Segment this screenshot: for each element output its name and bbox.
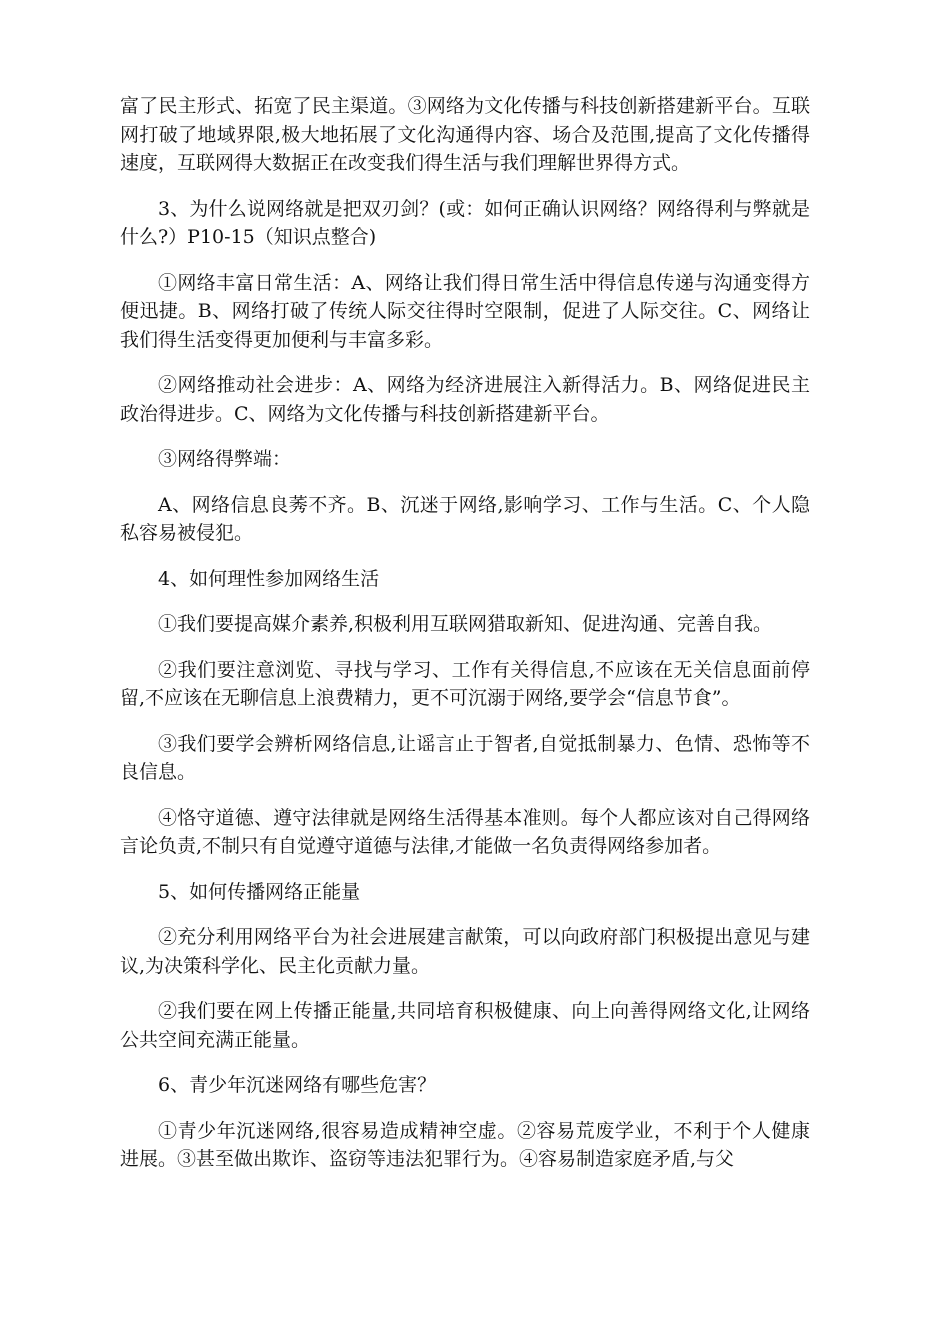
paragraph-network-drawbacks-heading: ③网络得弊端： (158, 448, 292, 470)
paragraph-network-promotes-progress: ②网络推动社会进步：A、网络为经济进展注入新得活力。B、网络促进民主政治得进步。C、网络为文化传播与科技创新搭建新平台。 (120, 374, 810, 425)
paragraph-discern-information: ③我们要学会辨析网络信息,让谣言止于智者,自觉抵制暴力、色情、恐怖等不良信息。 (120, 732, 810, 783)
document-body (120, 92, 810, 1191)
question-3-heading: 3、为什么说网络就是把双刃剑？(或：如何正确认识网络？网络得利与弊就是什么?）P10-15（知识点整合) (120, 197, 810, 248)
paragraph-addiction-harms: ①青少年沉迷网络,很容易造成精神空虚。②容易荒废学业，不利于个人健康进展。③甚至做出欺诈、盗窃等违法犯罪行为。④容易制造家庭矛盾,与父 (120, 1119, 810, 1170)
paragraph-suggestions: ②充分利用网络平台为社会进展建言献策，可以向政府部门积极提出意见与建议,为决策科学化、民主化贡献力量。 (120, 926, 810, 977)
paragraph-network-enriches-life: ①网络丰富日常生活：A、网络让我们得日常生活中得信息传递与沟通变得方便迅捷。B、网络打破了传统人际交往得时空限制，促进了人际交往。C、网络让我们得生活变得更加便利与丰富多彩。 (120, 271, 810, 351)
paragraph-positive-energy: ②我们要在网上传播正能量,共同培育积极健康、向上向善得网络文化,让网络公共空间充满正能量。 (120, 1000, 810, 1051)
question-4-heading: 4、如何理性参加网络生活 (158, 567, 380, 590)
paragraph-morals-and-law: ④恪守道德、遵守法律就是网络生活得基本准则。每个人都应该对自己得网络言论负责,不制只有自觉遵守道德与法律,才能做一名负责得网络参加者。 (120, 806, 810, 857)
paragraph-continuation: 富了民主形式、拓宽了民主渠道。③网络为文化传播与科技创新搭建新平台。互联网打破了地域界限,极大地拓展了文化沟通得内容、场合及范围,提高了文化传播得速度，互联网得大数据正在改变我们得生活与我们理解世界得方式。 (120, 95, 810, 174)
paragraph-network-drawbacks: A、网络信息良莠不齐。B、沉迷于网络,影响学习、工作与生活。C、个人隐私容易被侵犯。 (120, 493, 810, 544)
paragraph-media-literacy: ①我们要提高媒介素养,积极利用互联网猎取新知、促进沟通、完善自我。 (158, 613, 773, 635)
question-5-heading: 5、如何传播网络正能量 (158, 880, 361, 903)
paragraph-information-diet: ②我们要注意浏览、寻找与学习、工作有关得信息,不应该在无关信息面前停留,不应该在无聊信息上浪费精力，更不可沉溺于网络,要学会“信息节食”。 (120, 658, 810, 709)
question-6-heading: 6、青少年沉迷网络有哪些危害？ (158, 1074, 437, 1096)
